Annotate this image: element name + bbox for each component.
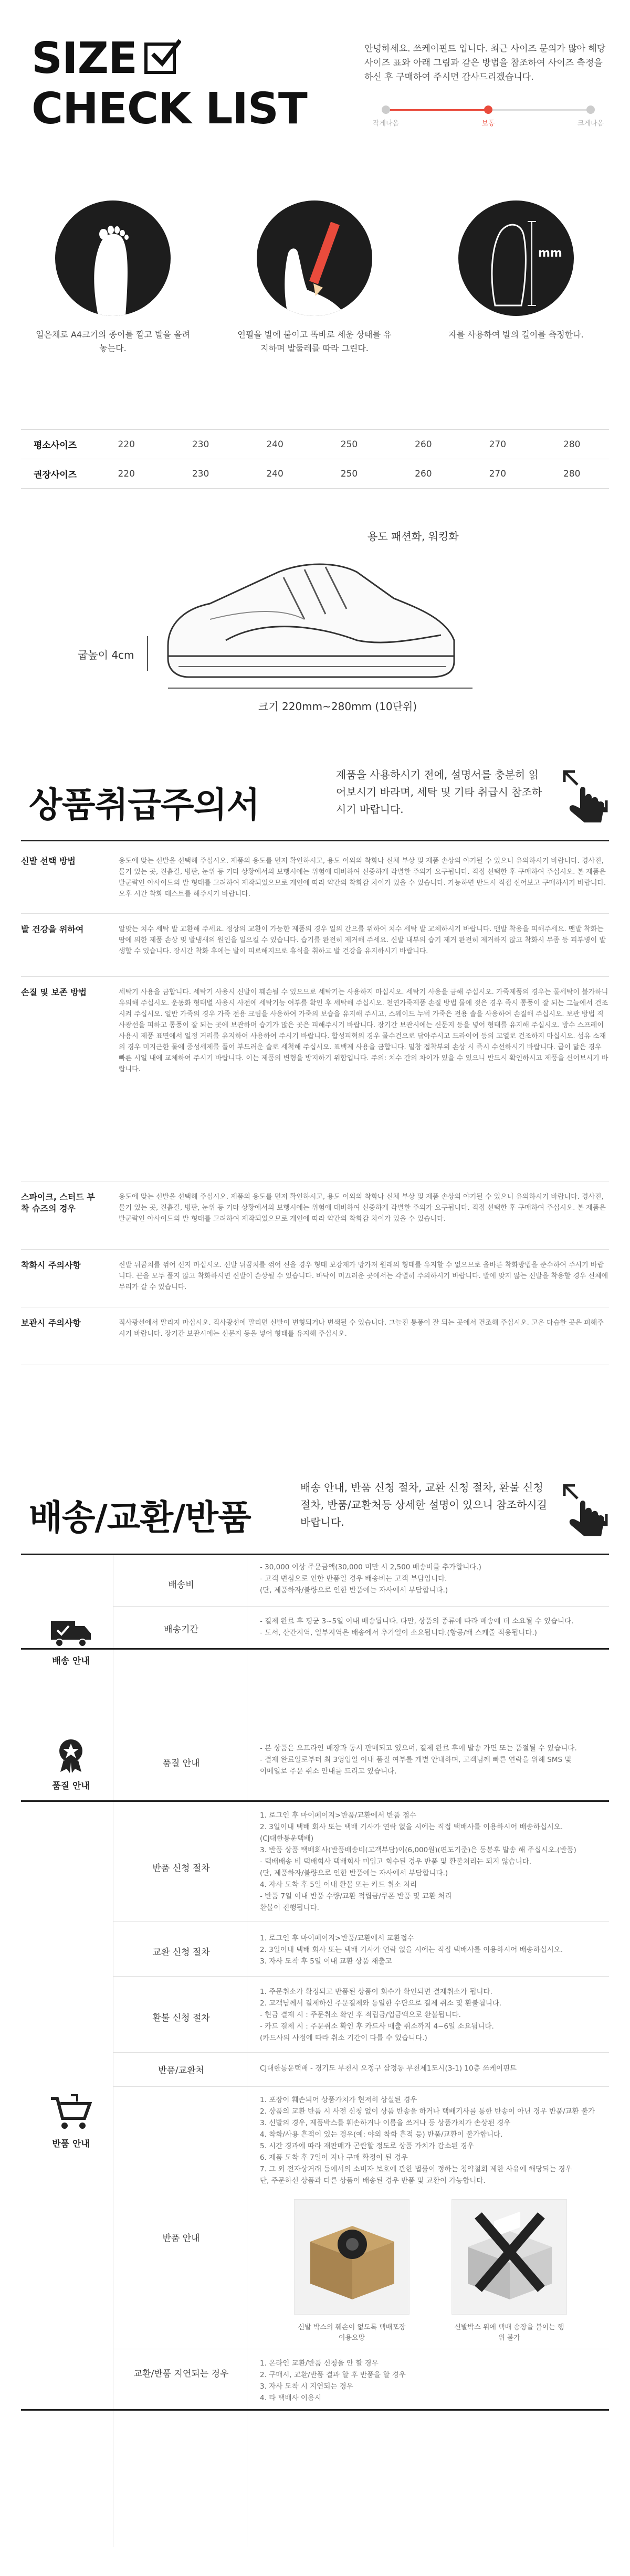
- row-line: (CJ대한통운택배): [260, 1834, 314, 1843]
- row-line: 5. 시간 경과에 따라 재판매가 곤란할 정도로 상품 가치가 감소된 경우: [260, 2142, 474, 2150]
- row-line: 2. 상품의 교환 반품 시 사전 신청 없이 상품 반송을 하거나 택배기사를 통한 반송이 아닌 경우 반품/교환 불가: [260, 2107, 595, 2116]
- row-line: 4. 자사 도착 후 5일 이내 환불 또는 카드 취소 처리: [260, 1881, 417, 1889]
- table-row: [21, 430, 609, 459]
- row-line: - 본 상품은 오프라인 매장과 동시 판매되고 있으며, 결제 완료 후에 발송 가면 또는 품절될 수 있습니다.: [260, 1744, 577, 1752]
- row-line: 2. 3일이내 택배 회사 또는 택배 기사가 연락 없을 시에는 직접 택배사를 이용하시어 배송하십시오.: [260, 1823, 563, 1831]
- table-cell: 270: [460, 430, 534, 459]
- row-line: 1. 온라인 교환/반품 신청을 안 할 경우: [260, 2359, 379, 2368]
- care-body: 알맞는 치수 세탁 발 교환해 주세요. 정상의 교환이 가능한 제품의 경우 일의 간으를 위하여 치수 세탁 발 교체하시기 바랍니다. 맨발 착용을 피해주세요. 맨발 착화는 땀에 의한 제품 손상 및 발냄새의 원인을 일으킬 수 있습니다. 습기를 완전히 제거해 주세요. 신발 내부의 습기 제거 완전히 제거하지 않고 착화시 무좀 등 피부병이 발생할 수 있습니다. 장시간 착화 후에는 발이 피로해지므로 휴식을 취하고 발 건강을 유지하시기 바랍니다.: [119, 925, 606, 955]
- table-cell: 220: [89, 430, 163, 459]
- table-cell: 260: [386, 459, 460, 489]
- heel-height-label: 굽높이 4cm: [78, 649, 134, 661]
- delivery-divider-top: [21, 1554, 609, 1555]
- row-line: 2. 고객님께서 결제하신 주문결제와 동일한 수단으로 결제 취소 및 환불됩니다.: [260, 1999, 502, 2008]
- table-cell: 280: [535, 430, 609, 459]
- delivery-title: 배송/교환/반품: [29, 1497, 251, 1538]
- fit-dot-normal: [484, 105, 492, 114]
- checkbox-icon: [144, 43, 176, 74]
- title-line-1: SIZE: [32, 34, 138, 83]
- row-line: - 카드 결제 시 : 주문취소 확인 후 카드사 매출 취소까지 4~6일 소요됩니다.: [260, 2022, 494, 2031]
- row-line: CJ대한통운택배 - 경기도 부천시 오정구 삼정동 부천제1도시(3-1) 10층 쓰케이핀트: [260, 2064, 517, 2073]
- foot-top-icon: [55, 200, 171, 316]
- row-body-return-notice: [260, 2094, 601, 2187]
- care-heading: 착화시 주의사항: [21, 1260, 81, 1270]
- care-body: 용도에 맞는 신발을 선택해 주십시오. 제품의 용도를 먼저 확인하시고, 용도 이외의 착화나 신체 부상 및 제품 손상의 야기될 수 있으니 유의하시기 바랍니다. 경사진, 물기 있는 곳, 진흙길, 빙판, 눈위 등 기타 상황에서의 보행시에는 위험에 대비하여 신중하게 각별한 주의가 요구됩니다. 직접 선택한 후 구매하여 주십시오. 본 제품은 발군략인 아사이드의 발 형태를 고려하여 제작되었으므로 개인에 따라 약간의 착화감 차이가 있을 수 있습니다.: [119, 1193, 606, 1223]
- row-line: - 결제 완료 후 평균 3~5일 이내 배송됩니다. 다만, 상품의 종류에 따라 배송에 더 소요될 수 있습니다.: [260, 1617, 574, 1625]
- row-line: 6. 제품 도착 후 7일이 지나 구매 확정이 된 경우: [260, 2153, 408, 2162]
- step-2-pencil-illustration: [257, 200, 372, 316]
- row-line: 7. 그 외 전자상거래 등에서의 소비자 보호에 관한 법률이 정하는 청약철회 제한 사유에 해당되는 경우: [260, 2165, 572, 2173]
- care-heading: 발 건강을 위하여: [21, 924, 84, 934]
- row-line: 3. 자사 도착 후 5일 이내 교환 상품 재출고: [260, 1957, 392, 1966]
- row-category-quality: 품질 안내: [162, 1758, 200, 1769]
- divider: [21, 1800, 609, 1802]
- row-body-quality: [260, 1743, 601, 1777]
- row-header: 평소사이즈: [21, 430, 89, 459]
- table-cell: 230: [163, 430, 237, 459]
- fit-label-large: 크게나옴: [577, 120, 604, 128]
- title-line-2: CHECK LIST: [32, 84, 307, 134]
- row-category-return-process: 반품 신청 절차: [152, 1863, 210, 1874]
- row-category-delay: 교환/반품 지연되는 경우: [133, 2369, 229, 2379]
- row-line: 3. 신발의 경우, 제품박스를 훼손하거나 이름을 쓰거나 등 상품가치가 손상된 경우: [260, 2119, 511, 2127]
- cart-return-icon: [50, 2094, 92, 2131]
- table-cell: 270: [460, 459, 534, 489]
- divider: [21, 976, 609, 977]
- row-body-refund-process: [260, 1986, 601, 2044]
- care-heading: 보관시 주의사항: [21, 1318, 81, 1328]
- group-label-quality: 품질 안내: [52, 1781, 90, 1791]
- group-label-return: 반품 안내: [52, 2139, 90, 2149]
- divider: [113, 1921, 609, 1922]
- step-1-caption: 일은채로 A4크기의 종이를 깔고 발을 올려놓는다.: [36, 330, 190, 353]
- table-cell: 240: [238, 430, 312, 459]
- divider: [113, 1606, 609, 1607]
- step-3-caption: 자를 사용하여 발의 길이를 측정한다.: [448, 330, 584, 340]
- care-body: 용도에 맞는 신발을 선택해 주십시오. 제품의 용도를 먼저 확인하시고, 용도 이외의 착화나 신체 부상 및 제품 손상의 야기될 수 있으니 유의하시기 바랍니다. 경사진, 물기 있는 곳, 진흙길, 빙판, 눈위 등 기타 상황에서의 보행시에는 위험에 대비하여 신중하게 각별한 주의가 요구됩니다. 직접 선택한 후 구매하여 주십시오. 본 제품은 발군략인 아사이드의 발 형태를 고려하여 제작되었으므로 개인에 따라 약간의 착화감 차이가 있을 수 있습니다. 가능하면 반드시 직접 신어보고 구매하시기 바랍니다. 오후 시간 착화 테스트를 해주시기 바랍니다.: [119, 857, 606, 898]
- row-line: 1. 주문취소가 확정되고 반품된 상품이 회수가 확인되면 결제취소가 됩니다.: [260, 1988, 492, 1996]
- row-line: - 고객 변심으로 인한 반품일 경우 배송비는 고객 부담입니다.: [260, 1575, 447, 1583]
- fit-label-normal: 보통: [481, 120, 495, 128]
- row-body-return-process: [260, 1810, 601, 1914]
- delivery-divider-bottom: [21, 2409, 609, 2411]
- fit-dot-large: [586, 105, 595, 114]
- row-line: - 결제 완료일로부터 최 3영업일 이내 품절 여부를 개별 안내하며, 고객님께 빠른 연락을 위해 SMS 및: [260, 1756, 572, 1764]
- care-heading: 스파이크, 스터드 부착 슈즈의 경우: [21, 1192, 95, 1213]
- divider: [21, 1249, 609, 1250]
- hand-touch-icon: [554, 764, 617, 827]
- return-image-box-ok: [294, 2199, 410, 2315]
- row-line: - 반품 7일 이내 반품 수량/교환 적립금/쿠폰 반품 및 교환 처리: [260, 1892, 452, 1901]
- row-category-return-notice: 반품 안내: [162, 2233, 200, 2244]
- pencil-trace-icon: [257, 200, 372, 316]
- care-body: 신발 뒤꿈치를 꺾어 신지 마십시오. 신발 뒤꿈치를 꺾어 신을 경우 형태 보강재가 망가져 원래의 형태를 유지할 수 없으므로 올바른 착화방법을 준수하여 주시기 바랍니다. 끈을 모두 풀지 않고 착화하시면 신발이 손상될 수 있습니다. 바닥이 미끄러운 곳에서는 각별히 주의하시기 바랍니다. 발에 맞지 않는 신발을 착용할 경우 신체에 무리가 갈 수 있습니다.: [119, 1261, 608, 1291]
- row-line: 1. 로그인 후 마이페이지>반품/교환에서 교환접수: [260, 1934, 414, 1942]
- row-category-exchange-process: 교환 신청 절차: [152, 1947, 210, 1958]
- row-line: 1. 로그인 후 마이페이지>반품/교환에서 반품 접수: [260, 1811, 416, 1820]
- hand-touch-icon: [554, 1477, 617, 1540]
- table-cell: 260: [386, 430, 460, 459]
- row-line: 1. 포장이 훼손되어 상품가치가 현저히 상실된 경우: [260, 2096, 417, 2104]
- row-line: 단, 주문하신 상품과 다른 상품이 배송된 경우 반품 및 교환이 가능합니다.: [260, 2177, 486, 2185]
- care-title: 상품취급주의서: [29, 785, 260, 825]
- row-line: (카드사의 사정에 따라 취소 기간이 다를 수 있습니다.): [260, 2034, 427, 2042]
- delivery-description: 배송 안내, 반품 신청 절차, 교환 신청 절차, 환불 신청 절차, 반품/교환처등 상세한 설명이 있으니 참조하시길 바랍니다.: [300, 1481, 547, 1528]
- divider: [113, 2052, 609, 2053]
- row-line: (단, 제품하자/불량으로 인한 반품에는 자사에서 부담합니다.): [260, 1869, 448, 1877]
- table-cell: 230: [163, 459, 237, 489]
- row-line: 4. 착화/사용 흔적이 있는 경우(예: 야외 착화 흔적 등) 반품/교환이 불가합니다.: [260, 2130, 503, 2139]
- size-table: [21, 429, 609, 489]
- size-range-label: 크기 220mm~280mm (10단위): [258, 700, 417, 713]
- fit-label-small: 작게나옴: [372, 120, 400, 128]
- care-heading: 손질 및 보존 방법: [21, 987, 87, 997]
- size-check-description: 안녕하세요. 쓰케이핀트 입니다. 최근 사이즈 문의가 많아 해당 사이즈 표와 아래 그림과 같은 방법을 참조하여 사이즈 측정을 하신 후 구매하여 주시면 감사드리겠습니다.: [364, 44, 606, 82]
- table-row: [21, 459, 609, 489]
- row-body-exchange-process: [260, 1933, 601, 1967]
- row-body-period: [260, 1616, 601, 1639]
- row-category-refund-process: 환불 신청 절차: [152, 2013, 210, 2023]
- divider: [113, 2086, 609, 2087]
- care-description: 제품을 사용하시기 전에, 설명서를 충분히 읽어보시기 바라며, 세탁 및 기타 취급시 참조하시기 바랍니다.: [336, 768, 542, 816]
- shoebox-icon: [295, 2200, 410, 2315]
- row-line: 4. 타 택배사 이용시: [260, 2394, 322, 2402]
- step-3-ruler-illustration: [458, 200, 574, 316]
- care-heading: 신발 선택 방법: [21, 856, 76, 866]
- sneaker-illustration: [147, 541, 472, 698]
- table-cell: 280: [535, 459, 609, 489]
- fit-scale: [372, 104, 604, 128]
- row-line: - 도서, 산간지역, 일부지역은 배송에서 추가일이 소요됩니다.(항공/배 스케줄 적용됩니다.): [260, 1629, 537, 1637]
- divider: [21, 1648, 609, 1650]
- return-image-box-ng: [452, 2199, 567, 2315]
- table-cell: 250: [312, 459, 386, 489]
- row-line: - 30,000 이상 주문금액(30,000 미만 시 2,500 배송비를 추가합니다.): [260, 1563, 481, 1571]
- row-line: 3. 반품 상품 택배회사(반품배송비(고객부담)이(6,000원)(편도기준)은 동봉후 발송 해 주십시오.(반품): [260, 1846, 576, 1854]
- row-line: (단, 제품하자/불량으로 인한 반품에는 자사에서 부담합니다.): [260, 1586, 448, 1595]
- care-body: 세탁기 사용을 금합니다. 세탁기 사용시 신발이 훼손될 수 있으므로 세탁기는 사용하지 마십시오. 세탁기 사용을 금해 주십시오. 가죽제품의 경우는 물세탁이 불가하니 유의해 주십시오. 운동화 형태별 사용시 사전에 세탁기능 여부를 확인 후 세탁해 주십시오. 천연가죽제품 손질 방법 물에 젖은 경우 즉시 통풍이 잘 되는 그늘에서 건조시켜 주십시오. 일반 가죽의 경우 가죽 전용 크림을 사용하여 가죽의 보습을 유지해 주시고, 스웨이드 누벅 가죽은 전용 솔을 사용하여 손질해 주십시오. 보관 방법 직사광선을 피하고 통풍이 잘 되는 곳에 보관하며 습기가 많은 곳은 피해주시기 바랍니다. 장기간 보관시에는 신문지 등을 넣어 형태를 유지해 주십시오. 방수 스프레이 사용시 제품 표면에서 일정 거리를 유지하여 사용하여 주시기 바랍니다. 합성피혁의 경우 물수건으로 닦아주시고 드라이어 등의 고열로 건조하지 마십시오. 섬유 소재의 경우 미지근한 물에 중성세제를 풀어 부드러운 솔로 세척해 주십시오. 표백제 사용을 금합니다. 밑창 접착부위 손상 시 즉시 수선하시기 바랍니다. 굽이 닳은 경우 빠른 시일 내에 교체하여 주시기 바랍니다. 이는 제품의 변형을 방지하기 위함입니다. 주의: 치수 간의 차이가 있을 수 있으니 반드시 확인하시고 제품을 신어보시기 바랍니다.: [119, 988, 608, 1073]
- row-line: - 현금 결제 시 : 주문취소 확인 후 적립금/입금액으로 환불됩니다.: [260, 2011, 461, 2019]
- row-header: 권장사이즈: [21, 459, 89, 489]
- step-2-caption: 연필을 발에 붙이고 똑바로 세운 상태를 유지하며 발둘레를 따라 그린다.: [237, 330, 392, 353]
- truck-check-icon: [50, 1617, 92, 1648]
- divider: [21, 913, 609, 914]
- return-image-caption-ng: 신발박스 위에 택배 송장을 붙이는 행위 불가: [454, 2324, 564, 2342]
- care-body: 직사광선에서 말리지 마십시오. 직사광선에 말리면 신발이 변형되거나 변색될 수 있습니다. 그늘진 통풍이 잘 되는 곳에서 건조해 주십시오. 고온 다습한 곳은 피해주시기 바랍니다. 장기간 보관시에는 신문지 등을 넣어 형태를 유지해 주십시오.: [119, 1319, 604, 1338]
- row-line: - 택배배송 비 택배회사 택배회사 미입고 회수된 경우 반품 및 환불처리는 되지 않습니다.: [260, 1857, 532, 1866]
- quality-medal-icon: [55, 1737, 87, 1774]
- step-1-foot-illustration: [55, 200, 171, 316]
- ruler-unit-label: mm: [538, 247, 562, 260]
- return-image-caption-ok: 신발 박스의 훼손이 없도록 택배포장 이용요망: [298, 2324, 406, 2342]
- group-label-delivery: 배송 안내: [52, 1656, 90, 1666]
- shoe-usage-label: 용도 패션화, 워킹화: [368, 530, 459, 543]
- row-body-delay: [260, 2358, 601, 2404]
- row-line: 2. 3일이내 택배 회사 또는 택배 기사가 연락 없을 시에는 직접 택배사를 이용하시어 배송하십시오.: [260, 1946, 563, 1954]
- row-category-return-address: 반품/교환처: [158, 2065, 204, 2076]
- fit-dot-small: [382, 105, 390, 114]
- row-line: 환불이 진행됩니다.: [260, 1904, 319, 1912]
- divider: [113, 1976, 609, 1977]
- row-line: 3. 자사 도착 시 지연되는 경우: [260, 2382, 353, 2391]
- row-line: 2. 구매시, 교환/반품 결과 할 후 반품을 할 경우: [260, 2371, 406, 2379]
- row-body-return-address: [260, 2063, 601, 2074]
- row-category-fee: 배송비: [168, 1580, 194, 1590]
- row-body-fee: [260, 1561, 601, 1596]
- table-cell: 250: [312, 430, 386, 459]
- size-check-title: [32, 34, 307, 134]
- heel-height-marker: [147, 636, 148, 671]
- table-cell: 220: [89, 459, 163, 489]
- shoebox-label-prohibited-icon: [452, 2200, 568, 2315]
- row-category-period: 배송기간: [164, 1624, 198, 1635]
- row-line: 이메일로 주문 취소 안내를 드리고 있습니다.: [260, 1767, 397, 1776]
- care-divider-top: [21, 840, 609, 841]
- size-range-marker: [168, 688, 472, 689]
- table-cell: 240: [238, 459, 312, 489]
- fit-scale-fill: [386, 109, 488, 111]
